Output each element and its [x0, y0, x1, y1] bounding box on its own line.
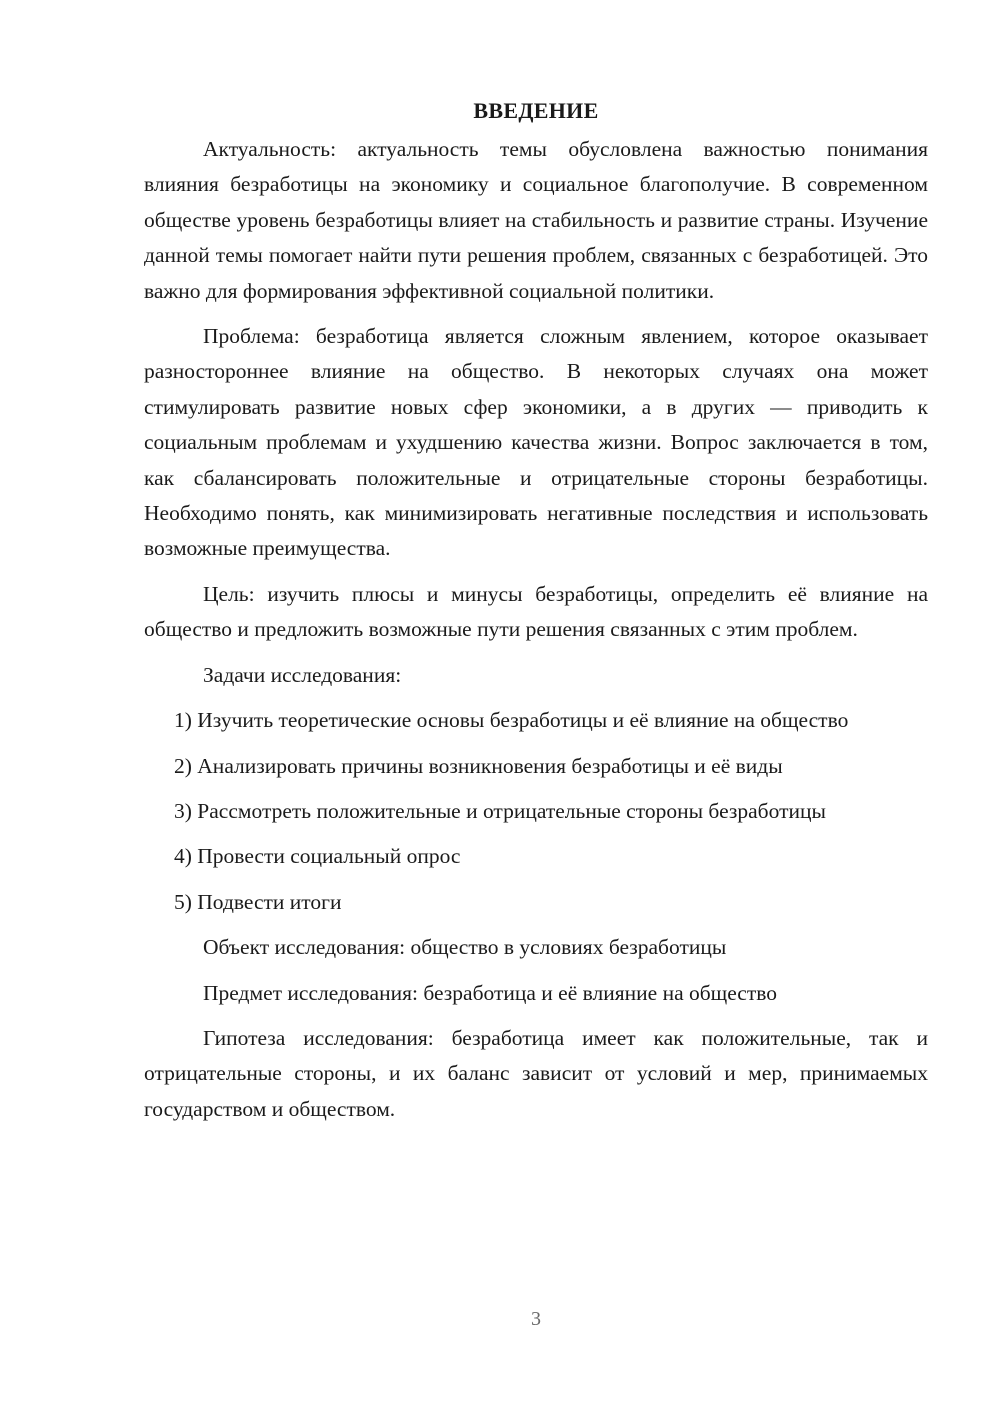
task-item-1: 1) Изучить теоретические основы безработицы и её влияние на общество: [174, 708, 849, 733]
document-title: ВВЕДЕНИЕ: [473, 98, 599, 123]
paragraph-subject: Предмет исследования: безработица и её влияние на общество: [203, 980, 778, 1005]
paragraph-problem: Проблема: безработица является сложным явлением, которое оказывает разностороннее влияние на общество. В некоторых случаях она может стимулировать развитие новых сфер экономики, а в других — приводить к социальным проблемам и ухудшению качества жизни. Вопрос заключается в том, как сбалансировать положительные и отрицательные стороны безработицы. Необходимо понять, как минимизировать негативные последствия и использовать возможные преимущества.: [144, 324, 928, 561]
task-item-4: 4) Провести социальный опрос: [174, 844, 461, 869]
paragraph-goal: Цель: изучить плюсы и минусы безработицы, определить её влияние на общество и предложить возможные пути решения связанных с этим проблем.: [144, 581, 928, 642]
paragraph-hypothesis: Гипотеза исследования: безработица имеет как положительные, так и отрицательные стороны, и их баланс зависит от условий и мер, принимаемых государством и обществом.: [144, 1025, 928, 1121]
task-item-3: 3) Рассмотреть положительные и отрицательные стороны безработицы: [174, 798, 826, 823]
task-item-2: 2) Анализировать причины возникновения безработицы и её виды: [174, 753, 783, 778]
document-page: [144, 96, 928, 1137]
paragraph-relevance: Актуальность: актуальность темы обусловлена важностью понимания влияния безработицы на экономику и социальное благополучие. В современном обществе уровень безработицы влияет на стабильность и развитие страны. Изучение данной темы помогает найти пути решения проблем, связанных с безработицей. Это важно для формирования эффективной социальной политики.: [144, 137, 928, 303]
tasks-heading: Задачи исследования:: [203, 662, 402, 687]
paragraph-object: Объект исследования: общество в условиях безработицы: [203, 935, 727, 960]
task-item-5: 5) Подвести итоги: [174, 889, 342, 914]
page-number: 3: [531, 1308, 541, 1330]
